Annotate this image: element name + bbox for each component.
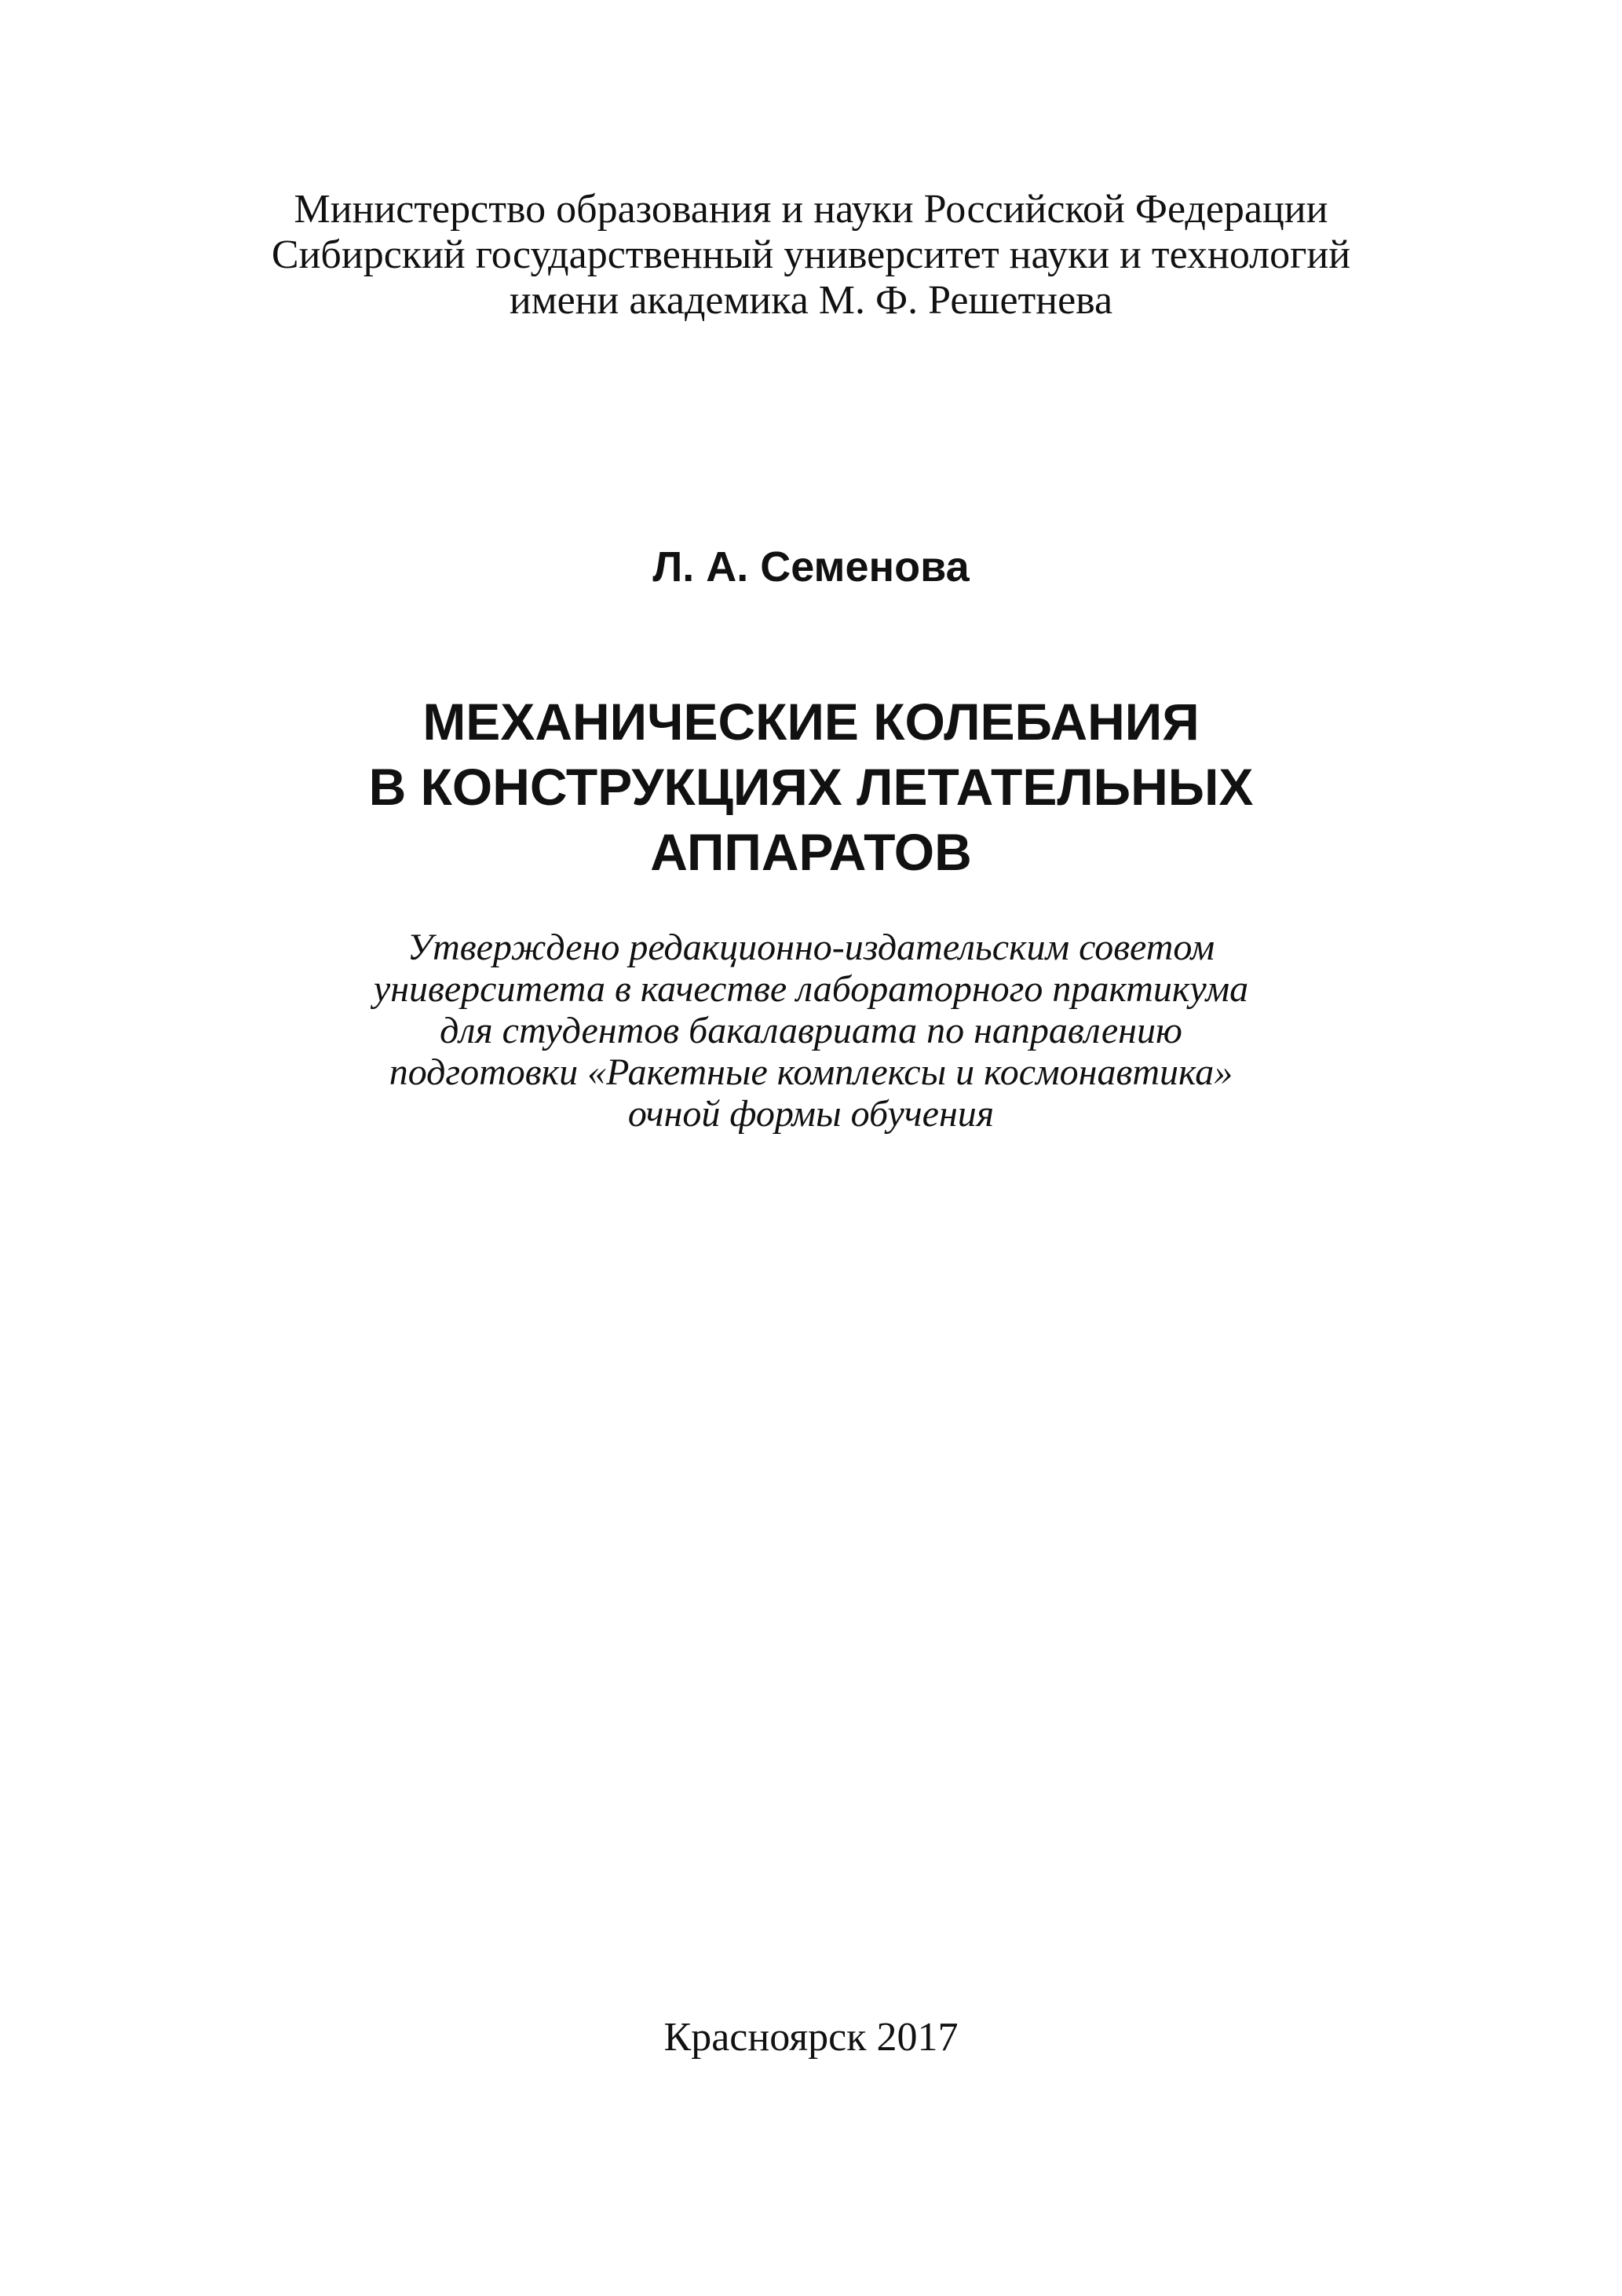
city-year: Красноярск 2017 [663, 2015, 959, 2060]
approval-line-1: Утверждено редакционно-издательским советом [407, 927, 1215, 968]
book-title [0, 689, 1622, 885]
approval-line-5: очной формы обучения [627, 1093, 995, 1135]
approval-line-3: для студентов бакалавриата по направлению [440, 1010, 1182, 1051]
approval-line-4: подготовки «Ракетные комплексы и космонавтика» [389, 1051, 1233, 1093]
institution-header [0, 187, 1622, 324]
approval-statement [0, 927, 1622, 1135]
title-line-2: В КОНСТРУКЦИЯХ ЛЕТАТЕЛЬНЫХ [368, 758, 1254, 816]
university-line: Сибирский государственный университет науки и технологий [271, 232, 1351, 277]
university-name-line: имени академика М. Ф. Решетнева [509, 278, 1113, 323]
ministry-line: Министерство образования и науки Российской Федерации [294, 187, 1328, 232]
title-line-1: МЕХАНИЧЕСКИЕ КОЛЕБАНИЯ [422, 693, 1200, 751]
author-name: Л. А. Семенова [652, 543, 970, 590]
approval-line-2: университета в качестве лабораторного практикума [373, 968, 1249, 1010]
title-line-3: АППАРАТОВ [650, 823, 972, 881]
